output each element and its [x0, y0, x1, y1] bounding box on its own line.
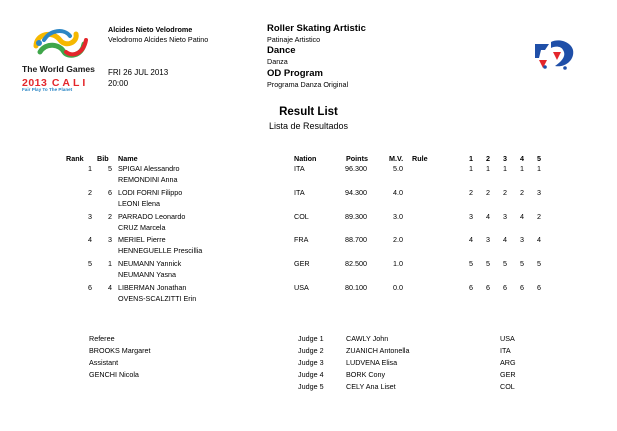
- judge-label: Judge 4: [298, 370, 324, 379]
- event-time: 20:00: [108, 79, 129, 88]
- header-name: Name: [118, 154, 138, 163]
- cell-judge-2: 3: [486, 235, 490, 245]
- cell-judge-1: 5: [469, 259, 473, 269]
- cell-mv: 0.0: [393, 283, 403, 292]
- judge-nation: ARG: [500, 358, 516, 367]
- cell-judge-4: 1: [520, 164, 524, 173]
- cell-athlete-1: PARRADO Leonardo: [118, 211, 186, 221]
- header-bib: Bib: [97, 154, 109, 163]
- cell-judge-2: 5: [486, 259, 490, 269]
- logo-tagline: Fair Play To The Planet: [22, 87, 73, 92]
- cell-nation: USA: [294, 283, 309, 292]
- cell-judge-3: 6: [503, 283, 507, 292]
- cell-judge-2: 4: [486, 211, 490, 221]
- cell-points: 96.300: [345, 164, 367, 173]
- cell-rank: 4: [88, 235, 92, 245]
- cell-judge-5: 6: [537, 283, 541, 292]
- sport-title: Roller Skating Artistic: [267, 23, 366, 34]
- cell-judge-3: 2: [503, 187, 507, 197]
- cell-athlete-1: NEUMANN Yannick: [118, 259, 182, 269]
- cell-rank: 6: [88, 283, 92, 292]
- header-judge-2: 2: [486, 154, 490, 163]
- assistant-name: GENCHI Nicola: [89, 370, 139, 379]
- cell-mv: 2.0: [393, 235, 403, 245]
- judge-label: Judge 2: [298, 346, 324, 355]
- cell-mv: 5.0: [393, 164, 403, 173]
- header-judge-1: 1: [469, 154, 473, 163]
- cell-bib: 2: [108, 211, 112, 221]
- cell-bib: 4: [108, 283, 112, 292]
- cell-nation: ITA: [294, 187, 305, 197]
- discipline-title-es: Danza: [267, 57, 288, 66]
- header-rank: Rank: [66, 154, 84, 163]
- cell-athlete-2: OVENS-SCALZITTI Erin: [118, 294, 197, 303]
- cell-judge-3: 3: [503, 211, 507, 221]
- cell-nation: GER: [294, 259, 310, 269]
- venue-name: Alcides Nieto Velodrome: [108, 25, 193, 34]
- program-title: OD Program: [267, 68, 323, 79]
- header-points: Points: [346, 154, 368, 163]
- cell-judge-2: 6: [486, 283, 490, 292]
- cell-athlete-1: LIBERMAN Jonathan: [118, 283, 187, 292]
- world-games-logo-graphic: [30, 22, 90, 62]
- cell-bib: 1: [108, 259, 112, 269]
- header-rule: Rule: [412, 154, 428, 163]
- assistant-label: Assistant: [89, 358, 119, 367]
- venue-name-es: Velodromo Alcides Nieto Patino: [108, 35, 209, 44]
- cell-judge-5: 1: [537, 164, 541, 173]
- judge-label: Judge 1: [298, 334, 324, 343]
- judge-nation: USA: [500, 334, 515, 343]
- header-judge-5: 5: [537, 154, 541, 163]
- cell-rank: 1: [88, 164, 92, 173]
- cell-athlete-1: MERIEL Pierre: [118, 235, 166, 245]
- cell-mv: 3.0: [393, 211, 403, 221]
- cell-nation: COL: [294, 211, 309, 221]
- discipline-title: Dance: [267, 45, 296, 56]
- judge-name: CELY Ana Liset: [346, 382, 396, 391]
- cell-athlete-2: CRUZ Marcela: [118, 222, 166, 232]
- cell-points: 80.100: [345, 283, 367, 292]
- cell-judge-5: 4: [537, 235, 541, 245]
- cell-judge-5: 5: [537, 259, 541, 269]
- event-date: FRI 26 JUL 2013: [108, 68, 169, 77]
- judge-nation: ITA: [500, 346, 511, 355]
- page-title: Result List: [279, 106, 338, 118]
- logo-year: 2013: [22, 77, 48, 89]
- cell-judge-4: 2: [520, 187, 524, 197]
- cell-judge-1: 3: [469, 211, 473, 221]
- header-judge-3: 3: [503, 154, 507, 163]
- cell-rank: 2: [88, 187, 92, 197]
- logo-line1: The World Games: [22, 64, 95, 74]
- federation-logo: [531, 38, 579, 72]
- cell-judge-3: 5: [503, 259, 507, 269]
- cell-judge-3: 4: [503, 235, 507, 245]
- cell-judge-2: 2: [486, 187, 490, 197]
- cell-nation: FRA: [294, 235, 309, 245]
- cell-points: 82.500: [345, 259, 367, 269]
- cell-judge-2: 1: [486, 164, 490, 173]
- cell-judge-4: 4: [520, 211, 524, 221]
- judge-name: ZUANICH Antonella: [346, 346, 410, 355]
- sport-title-es: Patinaje Artistico: [267, 35, 321, 44]
- judge-name: BORK Cony: [346, 370, 386, 379]
- program-title-es: Programa Danza Original: [267, 80, 349, 89]
- cell-athlete-2: LEONI Elena: [118, 198, 160, 208]
- cell-mv: 1.0: [393, 259, 403, 269]
- cell-bib: 5: [108, 164, 112, 173]
- cell-mv: 4.0: [393, 187, 403, 197]
- referee-label: Referee: [89, 334, 115, 343]
- cell-athlete-2: REMONDINI Anna: [118, 175, 178, 184]
- referee-name: BROOKS Margaret: [89, 346, 151, 355]
- cell-judge-1: 2: [469, 187, 473, 197]
- cell-judge-5: 2: [537, 211, 541, 221]
- cell-bib: 6: [108, 187, 112, 197]
- cell-judge-4: 3: [520, 235, 524, 245]
- cell-athlete-2: HENNEGUELLE Prescillia: [118, 246, 203, 256]
- header-mv: M.V.: [389, 154, 404, 163]
- cell-points: 94.300: [345, 187, 367, 197]
- cell-judge-1: 6: [469, 283, 473, 292]
- cell-judge-5: 3: [537, 187, 541, 197]
- header-nation: Nation: [294, 154, 317, 163]
- cell-judge-4: 5: [520, 259, 524, 269]
- header-judge-4: 4: [520, 154, 524, 163]
- cell-rank: 3: [88, 211, 92, 221]
- judge-nation: GER: [500, 370, 516, 379]
- cell-points: 89.300: [345, 211, 367, 221]
- cell-athlete-1: LODI FORNI Filippo: [118, 187, 183, 197]
- cell-bib: 3: [108, 235, 112, 245]
- judge-name: CAWLY John: [346, 334, 389, 343]
- cell-athlete-1: SPIGAI Alessandro: [118, 164, 180, 173]
- cell-points: 88.700: [345, 235, 367, 245]
- judge-label: Judge 3: [298, 358, 324, 367]
- cell-athlete-2: NEUMANN Yasna: [118, 270, 177, 280]
- cell-rank: 5: [88, 259, 92, 269]
- cell-judge-1: 1: [469, 164, 473, 173]
- cell-judge-3: 1: [503, 164, 507, 173]
- page-subtitle: Lista de Resultados: [268, 121, 349, 131]
- judge-name: LUDVENA Elisa: [346, 358, 398, 367]
- logo-city: CALI: [51, 77, 89, 89]
- judge-nation: COL: [500, 382, 515, 391]
- cell-judge-4: 6: [520, 283, 524, 292]
- cell-nation: ITA: [294, 164, 305, 173]
- judge-label: Judge 5: [298, 382, 324, 391]
- cell-judge-1: 4: [469, 235, 473, 245]
